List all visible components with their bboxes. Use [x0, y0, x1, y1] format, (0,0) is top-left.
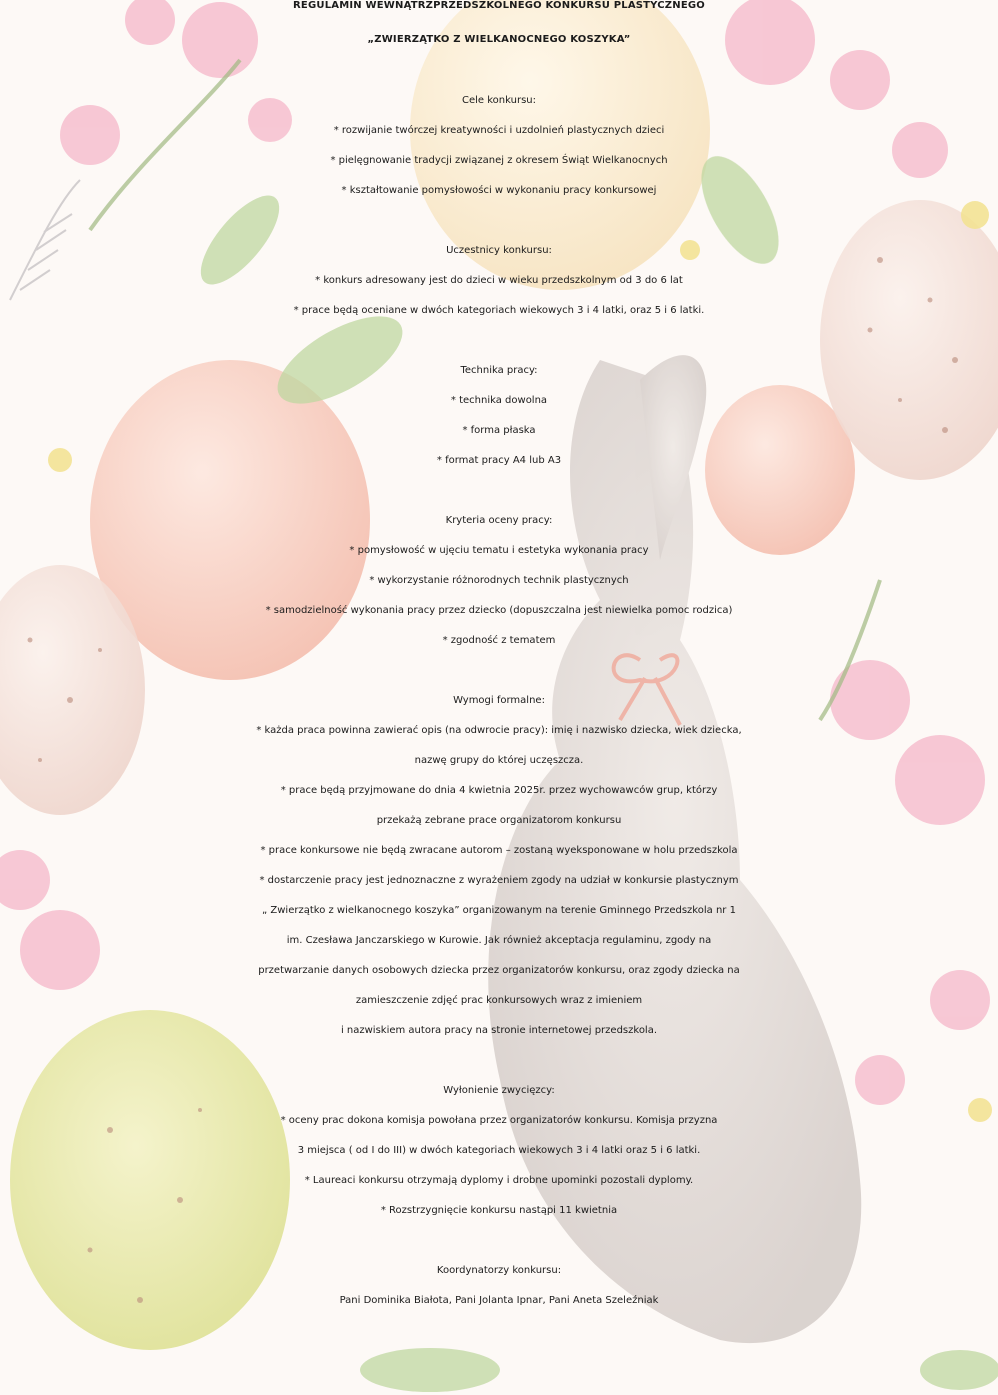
requirements-line: * prace będą przyjmowane do dnia 4 kwietnia 2025r. przez wychowawców grup, którzy — [280, 785, 718, 796]
criteria-item: * pomysłowość w ujęciu tematu i estetyka wykonania pracy — [349, 545, 649, 556]
requirements-line: nazwę grupy do której uczęszcza. — [414, 755, 584, 766]
requirements-line: im. Czesława Janczarskiego w Kurowie. Jak również akceptacja regulaminu, zgody na — [286, 935, 712, 946]
requirements-line: „ Zwierzątko z wielkanocnego koszyka” organizowanym na terenie Gminnego Przedszkola nr 1 — [262, 905, 736, 916]
goals-heading: Cele konkursu: — [462, 95, 536, 106]
requirements-line: przetwarzanie danych osobowych dziecka przez organizatorów konkursu, oraz zgody dziecka na — [258, 965, 740, 976]
technique-heading: Technika pracy: — [460, 365, 538, 376]
requirements-line: * prace konkursowe nie będą zwracane autorom – zostaną wyeksponowane w holu przedszkola — [260, 845, 738, 856]
coordinators-heading: Koordynatorzy konkursu: — [436, 1265, 562, 1276]
criteria-item: * wykorzystanie różnorodnych technik plastycznych — [369, 575, 629, 586]
technique-item: * technika dowolna — [450, 395, 548, 406]
winners-line: * Laureaci konkursu otrzymają dyplomy i drobne upominki pozostali dyplomy. — [304, 1175, 694, 1186]
requirements-line: i nazwiskiem autora pracy na stronie internetowej przedszkola. — [340, 1025, 658, 1036]
goals-item: * pielęgnowanie tradycji związanej z okresem Świąt Wielkanocnych — [330, 155, 668, 166]
requirements-line: * dostarczenie pracy jest jednoznaczne z wyrażeniem zgody na udział w konkursie plastycznym — [259, 875, 739, 886]
requirements-heading: Wymogi formalne: — [453, 695, 545, 706]
coordinators-names: Pani Dominika Białota, Pani Jolanta Ipnar, Pani Aneta Szeleźniak — [339, 1295, 659, 1306]
winners-heading: Wyłonienie zwycięzcy: — [443, 1085, 555, 1096]
criteria-item: * samodzielność wykonania pracy przez dziecko (dopuszczalna jest niewielka pomoc rodzica) — [265, 605, 733, 616]
requirements-line: zamieszczenie zdjęć prac konkursowych wraz z imieniem — [355, 995, 643, 1006]
technique-item: * forma płaska — [462, 425, 536, 436]
winners-line: 3 miejsca ( od I do III) w dwóch kategoriach wiekowych 3 i 4 latki oraz 5 i 6 latki. — [297, 1145, 701, 1156]
participants-item: * prace będą oceniane w dwóch kategoriach wiekowych 3 i 4 latki, oraz 5 i 6 latki. — [293, 305, 705, 316]
document-title-line2: „ZWIERZĄTKO Z WIELKANOCNEGO KOSZYKA” — [367, 34, 631, 45]
goals-item: * rozwijanie twórczej kreatywności i uzdolnień plastycznych dzieci — [333, 125, 665, 136]
goals-item: * kształtowanie pomysłowości w wykonaniu pracy konkursowej — [341, 185, 657, 196]
winners-line: * oceny prac dokona komisja powołana przez organizatorów konkursu. Komisja przyzna — [280, 1115, 718, 1126]
participants-item: * konkurs adresowany jest do dzieci w wieku przedszkolnym od 3 do 6 lat — [315, 275, 683, 286]
requirements-line: przekażą zebrane prace organizatorom konkursu — [376, 815, 622, 826]
technique-item: * format pracy A4 lub A3 — [436, 455, 562, 466]
criteria-heading: Kryteria oceny pracy: — [445, 515, 553, 526]
requirements-line: * każda praca powinna zawierać opis (na odwrocie pracy): imię i nazwisko dziecka, wiek dziecka, — [256, 725, 742, 736]
winners-line: * Rozstrzygnięcie konkursu nastąpi 11 kwietnia — [380, 1205, 618, 1216]
criteria-item: * zgodność z tematem — [442, 635, 556, 646]
participants-heading: Uczestnicy konkursu: — [446, 245, 552, 256]
document-title-line1: REGULAMIN WEWNĄTRZPRZEDSZKOLNEGO KONKURSU PLASTYCZNEGO — [293, 0, 705, 11]
